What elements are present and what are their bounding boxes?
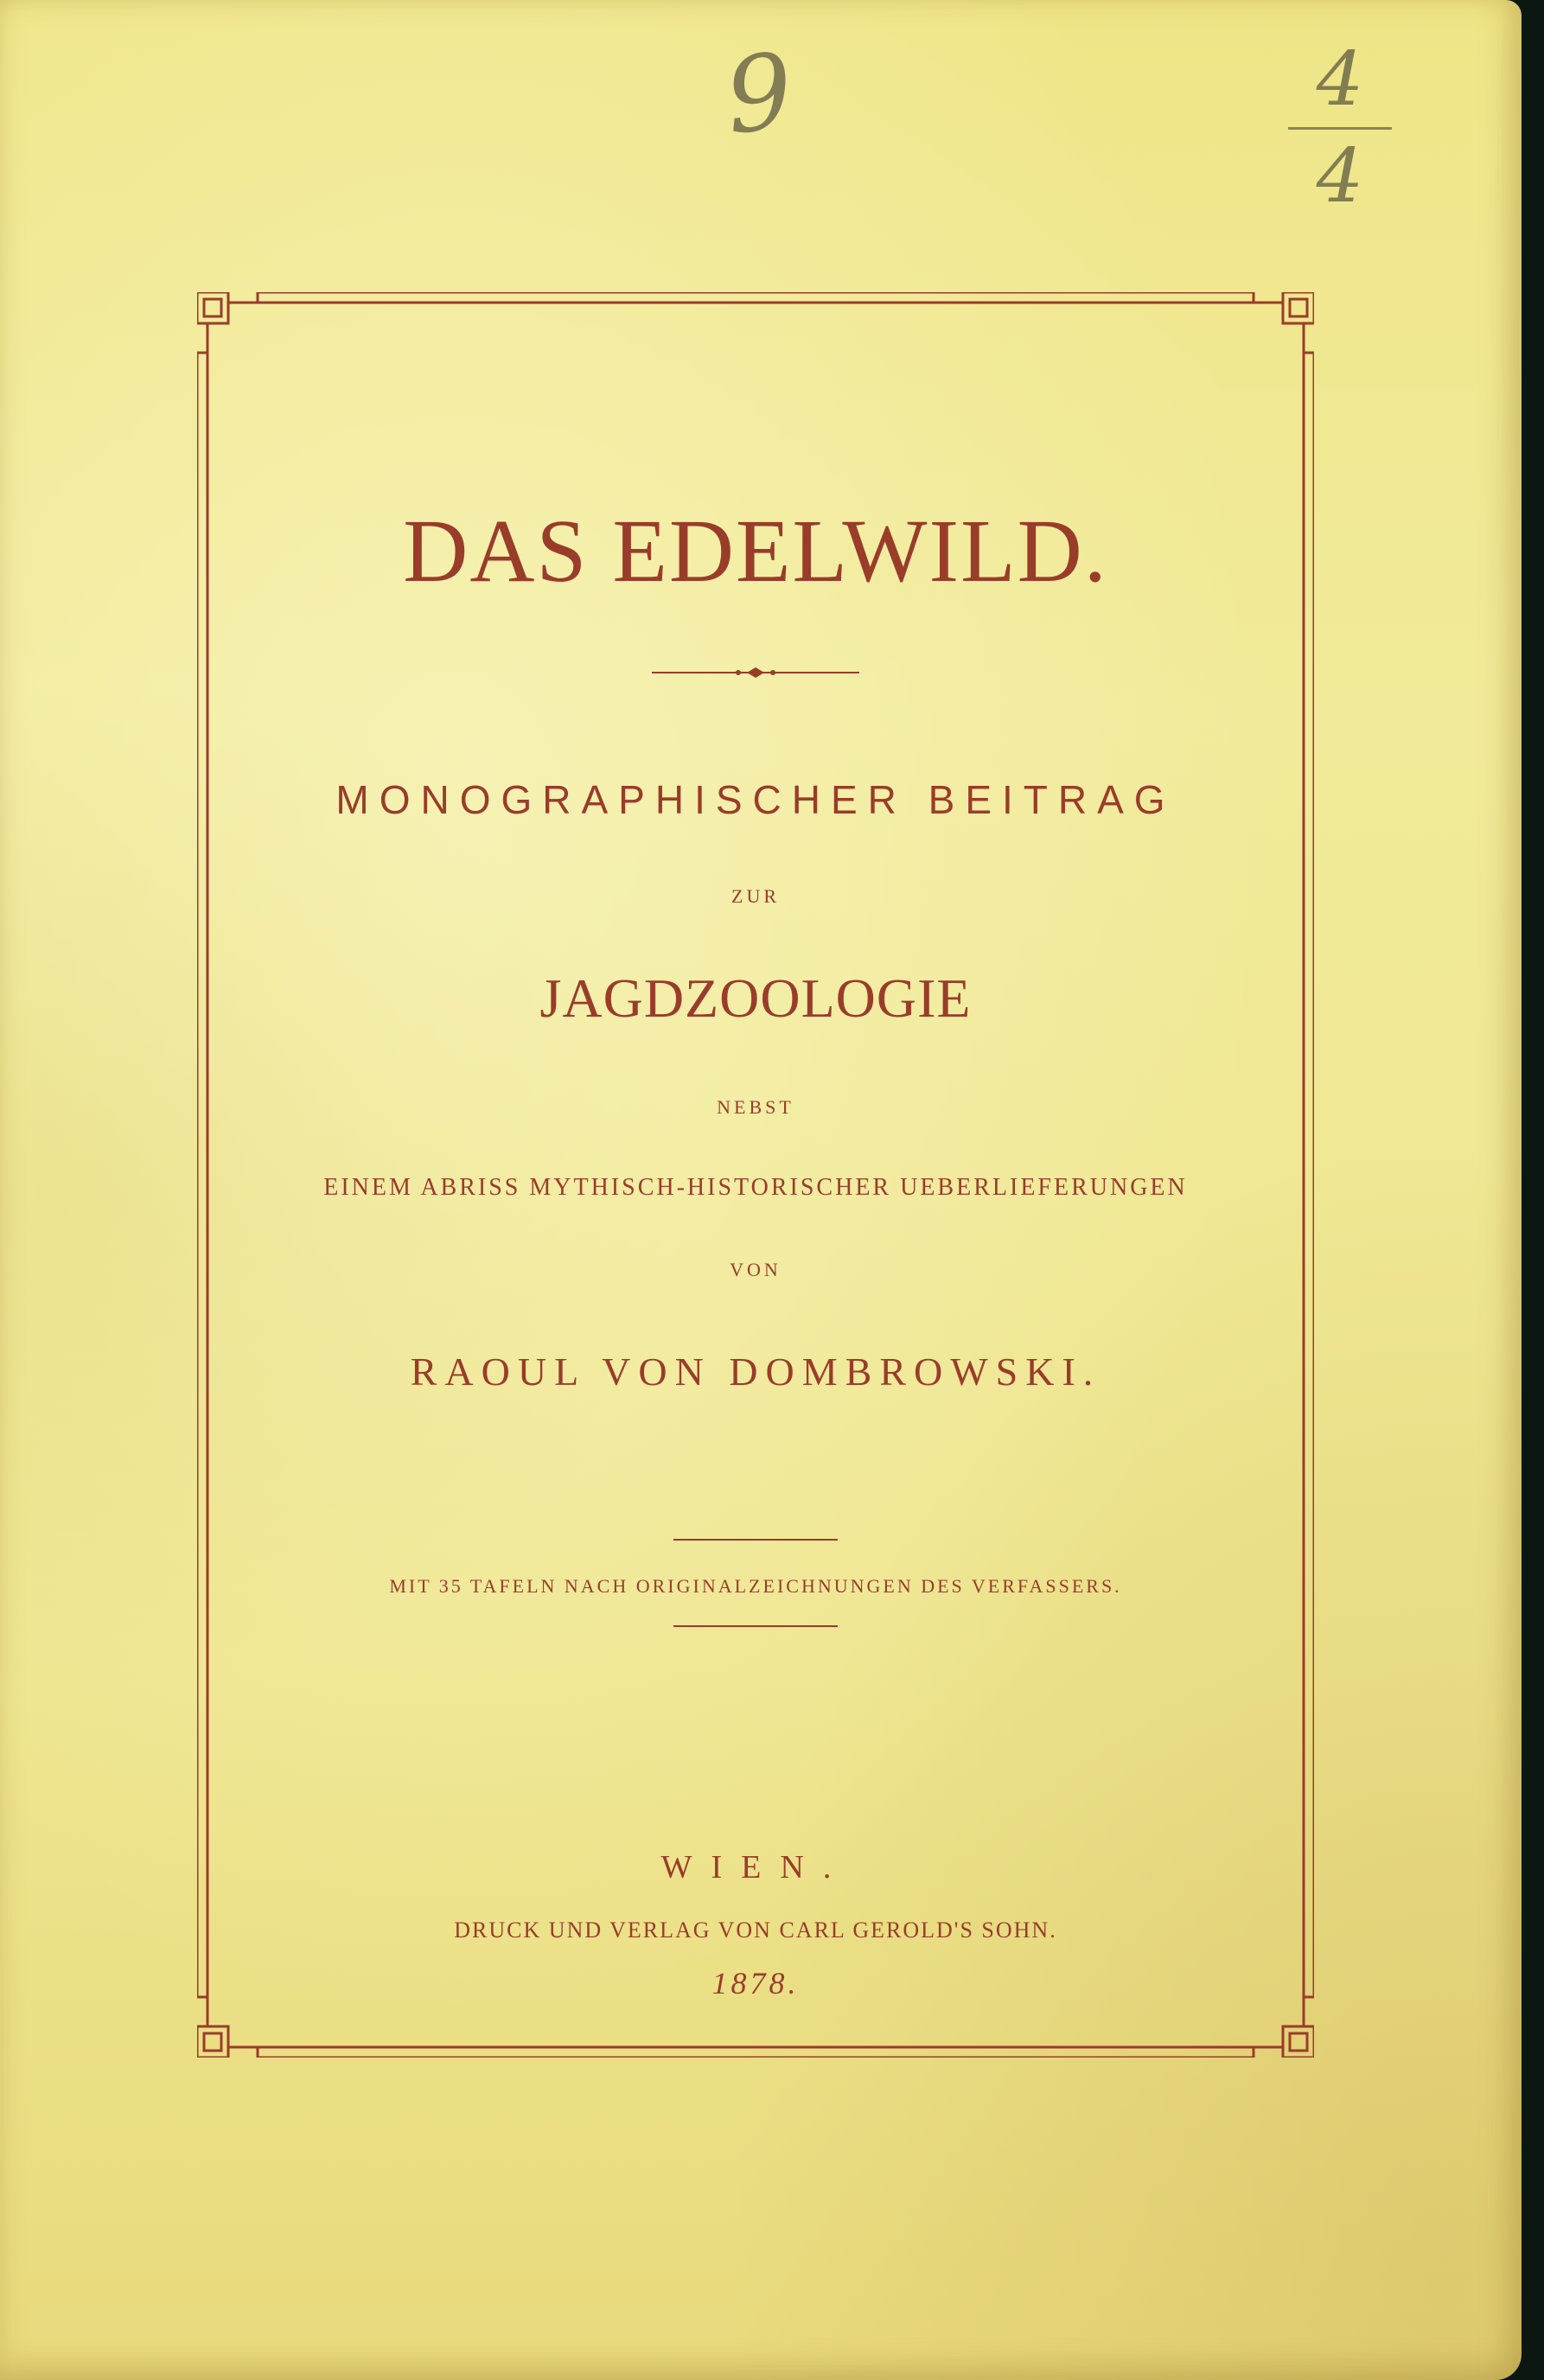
book-subtitle: MONOGRAPHISCHER BEITRAG [335,777,1176,822]
divider-rule-lower [197,1624,1314,1629]
title-ornament-rule [197,666,1314,680]
author-name: RAOUL VON DOMBROWSKI. [410,1350,1101,1394]
publication-year: 1878. [711,1966,800,2000]
pencil-fraction-bar [1288,127,1392,130]
connector-von: VON [730,1259,782,1280]
connector-zur: ZUR [731,885,780,907]
title-page-text [197,292,1314,2058]
pencil-denominator: 4 [1316,133,1364,220]
pencil-numerator: 4 [1316,36,1364,123]
divider-rule-upper [197,1537,1314,1542]
connector-nebst: NEBST [717,1096,794,1118]
plates-note: MIT 35 TAFELN NACH ORIGINALZEICHNUNGEN DES VERFASSERS. [389,1575,1122,1597]
publication-city: WIEN. [660,1849,851,1885]
book-title: DAS EDELWILD. [403,501,1108,601]
pencil-annotation-top: 9 [719,31,799,158]
pencil-annotation-right [1288,35,1392,222]
supplement-description: EINEM ABRISS MYTHISCH-HISTORISCHER UEBERLIEFERUNGEN [323,1174,1188,1201]
subject-title: JAGDZOOLOGIE [539,967,972,1029]
publisher-line: DRUCK UND VERLAG VON CARL GEROLD'S SOHN. [454,1917,1057,1943]
